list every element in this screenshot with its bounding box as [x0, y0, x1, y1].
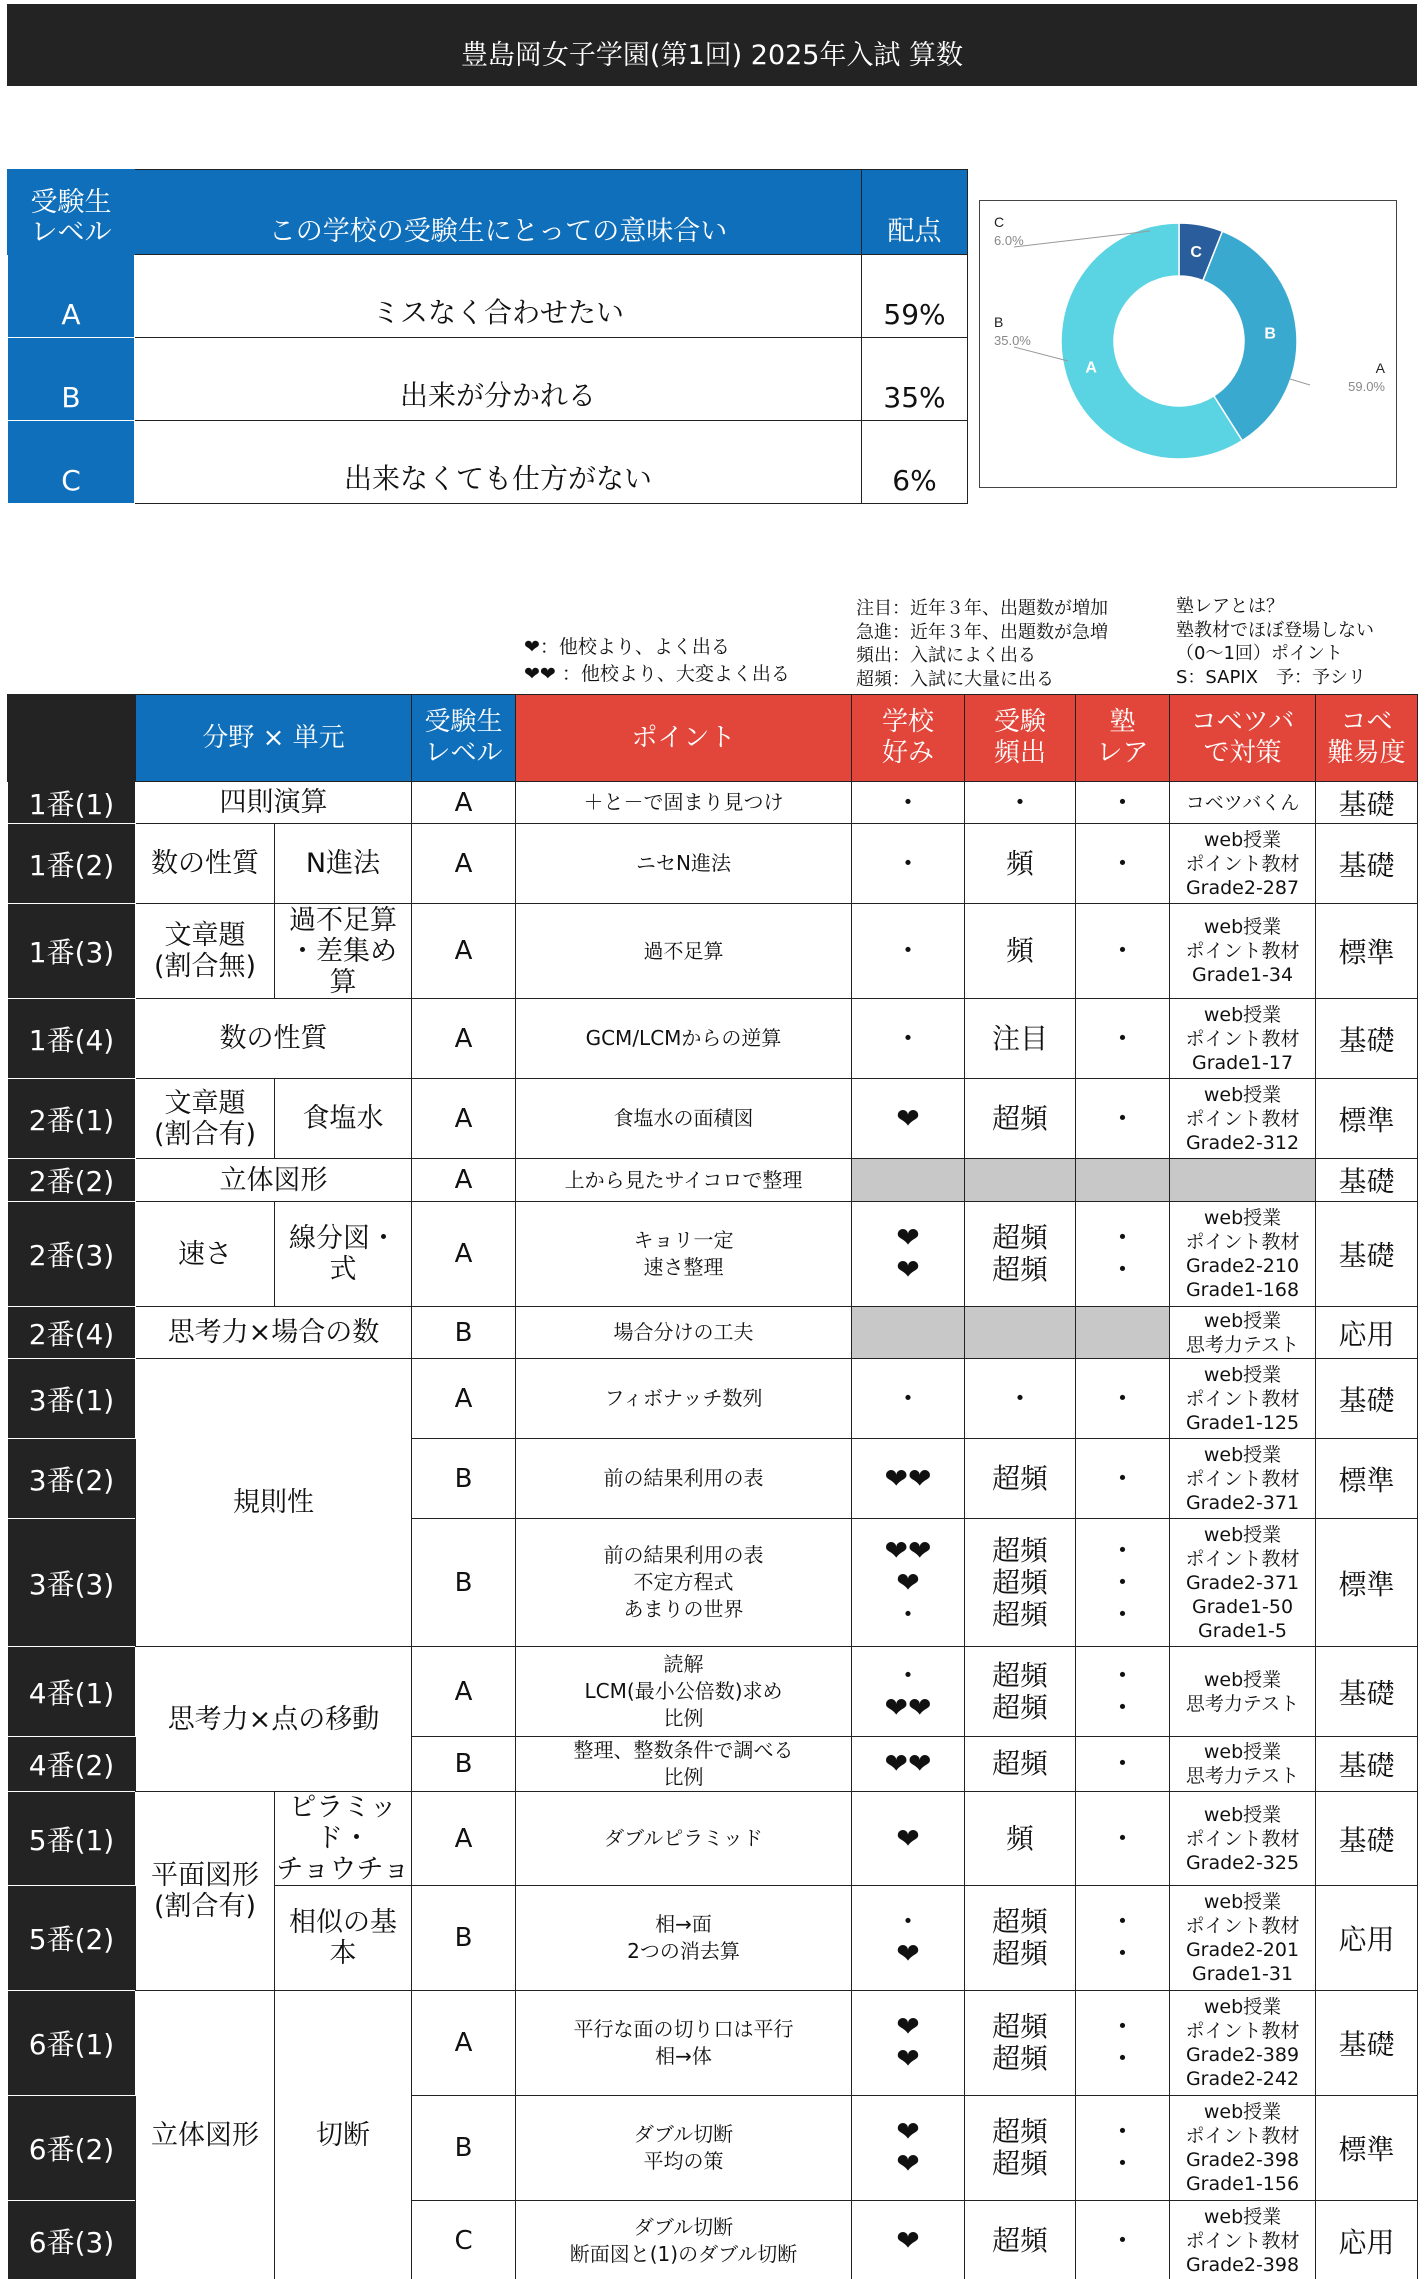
- level-value: A: [412, 1647, 516, 1737]
- exam-frequency: 超頻 超頻: [965, 1886, 1076, 1991]
- juku-rare: ・ ・: [1076, 1647, 1170, 1737]
- table-row: [8, 1307, 1418, 1359]
- level-value: A: [412, 999, 516, 1079]
- juku-rare: ・ ・: [1076, 1991, 1170, 2096]
- point-text: ＋と－で固まり見つけ: [516, 782, 852, 824]
- question-number: 4番(1): [8, 1647, 136, 1737]
- meaning-cell: 出来なくても仕方がない: [135, 421, 862, 504]
- table-body: [8, 782, 1418, 2279]
- kobetsuba-resource: web授業 ポイント教材 Grade2-325: [1170, 1792, 1316, 1886]
- kobetsuba-resource: web授業 ポイント教材 Grade2-312: [1170, 1079, 1316, 1159]
- school-preference: ❤: [852, 1079, 965, 1159]
- header-point: ポイント: [516, 695, 852, 782]
- difficulty-value: 標準: [1316, 1079, 1418, 1159]
- kobetsuba-resource: web授業 思考力テスト: [1170, 1647, 1316, 1737]
- header-level: 受験生 レベル: [412, 695, 516, 782]
- question-number: 6番(2): [8, 2096, 136, 2201]
- exam-frequency: 超頻 超頻: [965, 1647, 1076, 1737]
- header-blank: [8, 695, 136, 782]
- question-number: 6番(1): [8, 1991, 136, 2096]
- note-line: 塾レアとは？: [1176, 596, 1284, 617]
- header-difficulty: コベ 難易度: [1316, 695, 1418, 782]
- point-text: 場合分けの工夫: [516, 1307, 852, 1359]
- field-main: 立体図形: [136, 1991, 275, 2279]
- question-number: 3番(1): [8, 1359, 136, 1439]
- difficulty-value: 基礎: [1316, 782, 1418, 824]
- exam-frequency: [965, 1159, 1076, 1202]
- callout-line: [1014, 347, 1068, 361]
- field-main: 四則演算: [136, 782, 412, 824]
- level-value: B: [412, 1737, 516, 1792]
- exam-frequency: 頻: [965, 904, 1076, 999]
- juku-rare: ・: [1076, 1359, 1170, 1439]
- point-text: 過不足算: [516, 904, 852, 999]
- meaning-header: この学校の受験生にとっての意味合い: [135, 170, 862, 255]
- kobetsuba-resource: web授業 ポイント教材 Grade2-371 Grade1-50 Grade1-5: [1170, 1519, 1316, 1647]
- kobetsuba-resource: web授業 ポイント教材 Grade2-287: [1170, 824, 1316, 904]
- exam-frequency: 超頻: [965, 2201, 1076, 2279]
- question-number: 6番(3): [8, 2201, 136, 2279]
- donut-svg: [980, 201, 1398, 489]
- exam-frequency: ・: [965, 782, 1076, 824]
- question-number: 1番(1): [8, 782, 136, 824]
- kobetsuba-resource: コベツバくん: [1170, 782, 1316, 824]
- level-value: A: [412, 782, 516, 824]
- callout-line: [1290, 379, 1310, 385]
- question-number: 5番(2): [8, 1886, 136, 1991]
- level-value: A: [412, 824, 516, 904]
- difficulty-value: 基礎: [1316, 824, 1418, 904]
- exam-frequency: 超頻: [965, 1439, 1076, 1519]
- school-preference: ・: [852, 904, 965, 999]
- exam-frequency: 頻: [965, 1792, 1076, 1886]
- field-sub: ピラミッド・ チョウチョ: [276, 1792, 410, 1885]
- exam-frequency: ・: [965, 1359, 1076, 1439]
- table-header-row: [8, 695, 1418, 782]
- difficulty-value: 標準: [1316, 904, 1418, 999]
- kobetsuba-resource: web授業 ポイント教材 Grade2-210 Grade1-168: [1170, 1202, 1316, 1307]
- meaning-cell: 出来が分かれる: [135, 338, 862, 421]
- header-freq: 受験 頻出: [965, 695, 1076, 782]
- exam-frequency: 超頻 超頻: [965, 2096, 1076, 2201]
- field-main: 思考力×場合の数: [136, 1307, 412, 1359]
- question-number: 2番(4): [8, 1307, 136, 1359]
- point-text: 平行な面の切り口は平行 相→体: [516, 1991, 852, 2096]
- level-row: [8, 255, 968, 338]
- juku-rare: ・: [1076, 1792, 1170, 1886]
- slice-label: C: [1190, 244, 1202, 262]
- level-value: B: [412, 1886, 516, 1991]
- field-main: 数の性質: [136, 999, 412, 1079]
- school-preference: ❤: [852, 2201, 965, 2279]
- exam-frequency: 超頻 超頻 超頻: [965, 1519, 1076, 1647]
- point-text: 整理、整数条件で調べる 比例: [516, 1737, 852, 1792]
- school-preference: [852, 1159, 965, 1202]
- exam-frequency: 超頻: [965, 1079, 1076, 1159]
- point-text: 相→面 2つの消去算: [516, 1886, 852, 1991]
- question-number: 3番(3): [8, 1519, 136, 1647]
- field-sub: 切断: [275, 1991, 412, 2279]
- note-line: 超頻：入試に大量に出る: [856, 668, 1054, 690]
- table-row: [8, 999, 1418, 1079]
- kobetsuba-resource: web授業 ポイント教材 Grade1-17: [1170, 999, 1316, 1079]
- level-value: A: [412, 1159, 516, 1202]
- level-value: A: [412, 1079, 516, 1159]
- page-title: 豊島岡女子学園(第1回) 2025年入試 算数: [460, 39, 964, 71]
- level-value: A: [412, 904, 516, 999]
- exam-frequency: [965, 1307, 1076, 1359]
- juku-rare: ・: [1076, 1737, 1170, 1792]
- kobetsuba-resource: web授業 ポイント教材 Grade2-398: [1170, 2201, 1316, 2279]
- question-number: 2番(1): [8, 1079, 136, 1159]
- callout-label: C: [994, 214, 1005, 230]
- level-value: B: [412, 1519, 516, 1647]
- note-line: S：SAPIX 予：予シリ: [1176, 666, 1366, 688]
- juku-rare: ・: [1076, 2201, 1170, 2279]
- juku-rare: ・: [1076, 1439, 1170, 1519]
- difficulty-value: 基礎: [1316, 1202, 1418, 1307]
- callout-percent: 59.0%: [1348, 379, 1385, 394]
- field-main: 思考力×点の移動: [136, 1647, 412, 1792]
- table-row: [8, 1991, 1418, 2096]
- table-row: [8, 824, 1418, 904]
- level-row: [8, 338, 968, 421]
- level-cell: B: [8, 338, 135, 421]
- kobetsuba-resource: web授業 ポイント教材 Grade2-389 Grade2-242: [1170, 1991, 1316, 2096]
- field-main: 文章題 (割合無): [136, 904, 275, 999]
- level-cell: C: [8, 421, 135, 504]
- exam-frequency: 超頻 超頻: [965, 1991, 1076, 2096]
- table-row: [8, 1359, 1418, 1439]
- table-row: [8, 1792, 1418, 1886]
- kobetsuba-resource: web授業 ポイント教材 Grade2-371: [1170, 1439, 1316, 1519]
- juku-rare: ・: [1076, 904, 1170, 999]
- kobetsuba-resource: web授業 ポイント教材 Grade1-125: [1170, 1359, 1316, 1439]
- point-text: GCM/LCMからの逆算: [516, 999, 852, 1079]
- level-value: B: [412, 2096, 516, 2201]
- header-rare: 塾 レア: [1076, 695, 1170, 782]
- juku-rare: ・ ・: [1076, 2096, 1170, 2201]
- juku-rare: ・: [1076, 999, 1170, 1079]
- callout-percent: 6.0%: [994, 233, 1024, 248]
- difficulty-value: 基礎: [1316, 1359, 1418, 1439]
- score-header: 配点: [862, 170, 968, 255]
- note-line: 急進：近年３年、出題数が急増: [856, 621, 1108, 643]
- point-text: ニセN進法: [516, 824, 852, 904]
- juku-rare: ・ ・: [1076, 1886, 1170, 1991]
- juku-rare: ・: [1076, 824, 1170, 904]
- field-main: 規則性: [136, 1359, 412, 1647]
- school-preference: ❤ ❤: [852, 1991, 965, 2096]
- kobetsuba-resource: web授業 ポイント教材 Grade1-34: [1170, 904, 1316, 999]
- note-line: 注目：近年３年、出題数が増加: [856, 598, 1108, 619]
- school-preference: ・: [852, 999, 965, 1079]
- difficulty-value: 応用: [1316, 2201, 1418, 2279]
- question-number: 3番(2): [8, 1439, 136, 1519]
- exam-frequency: 注目: [965, 999, 1076, 1079]
- question-number: 5番(1): [8, 1792, 136, 1886]
- field-main: 速さ: [136, 1202, 275, 1307]
- difficulty-value: 標準: [1316, 1519, 1418, 1647]
- level-table: [7, 169, 968, 504]
- note-line: （0～1回）ポイント: [1176, 643, 1343, 664]
- table-row: [8, 1159, 1418, 1202]
- callout-label: A: [1375, 360, 1385, 376]
- field-sub: 食塩水: [275, 1079, 412, 1159]
- score-cell: 59%: [862, 255, 968, 338]
- level-value: A: [412, 1792, 516, 1886]
- level-value: A: [412, 1359, 516, 1439]
- point-text: ダブル切断 断面図と(1)のダブル切断: [516, 2201, 852, 2279]
- page-title-banner: [7, 4, 1417, 86]
- difficulty-value: 基礎: [1316, 999, 1418, 1079]
- field-main: 数の性質: [136, 824, 275, 904]
- point-text: 読解 LCM(最小公倍数)求め 比例: [516, 1647, 852, 1737]
- point-text: 前の結果利用の表 不定方程式 あまりの世界: [516, 1519, 852, 1647]
- school-preference: [852, 1307, 965, 1359]
- question-number: 4番(2): [8, 1737, 136, 1792]
- field-sub: N進法: [275, 824, 412, 904]
- frequency-notes: [856, 597, 1108, 691]
- table-row: [8, 1202, 1418, 1307]
- point-text: ダブルピラミッド: [516, 1792, 852, 1886]
- slice-label: A: [1085, 359, 1097, 377]
- heart-legend: [524, 634, 790, 688]
- note-line: 頻出：入試によく出る: [856, 645, 1036, 666]
- school-preference: ・: [852, 824, 965, 904]
- juku-rare: [1076, 1307, 1170, 1359]
- field-main: 立体図形: [136, 1159, 412, 1202]
- level-table-header: [8, 170, 968, 255]
- field-sub: 相似の基 本: [275, 1886, 412, 1991]
- school-preference: ・: [852, 1359, 965, 1439]
- exam-frequency: 超頻 超頻: [965, 1202, 1076, 1307]
- meaning-cell: ミスなく合わせたい: [135, 255, 862, 338]
- field-main: 文章題 (割合有): [136, 1079, 275, 1159]
- kobetsuba-resource: web授業 ポイント教材 Grade2-201 Grade1-31: [1170, 1886, 1316, 1991]
- point-text: 前の結果利用の表: [516, 1439, 852, 1519]
- juku-rare: ・: [1076, 782, 1170, 824]
- school-preference: ❤❤: [852, 1737, 965, 1792]
- exam-frequency: 超頻: [965, 1737, 1076, 1792]
- juku-rare: ・ ・ ・: [1076, 1519, 1170, 1647]
- question-number: 2番(2): [8, 1159, 136, 1202]
- difficulty-value: 応用: [1316, 1886, 1418, 1991]
- kobetsuba-resource: web授業 思考力テスト: [1170, 1737, 1316, 1792]
- level-header: 受験生 レベル: [8, 170, 135, 255]
- header-school: 学校 好み: [852, 695, 965, 782]
- school-preference: ・ ❤: [852, 1886, 965, 1991]
- point-text: 食塩水の面積図: [516, 1079, 852, 1159]
- school-preference: ・ ❤❤: [852, 1647, 965, 1737]
- table-row: [8, 1647, 1418, 1737]
- point-text: 上から見たサイコロで整理: [516, 1159, 852, 1202]
- question-number: 1番(3): [8, 904, 136, 999]
- header-field: 分野 × 単元: [136, 695, 412, 782]
- score-cell: 35%: [862, 338, 968, 421]
- field-main: 平面図形 (割合有): [136, 1792, 275, 1991]
- field-sub: 線分図・ 式: [275, 1202, 412, 1307]
- kobetsuba-resource: web授業 思考力テスト: [1170, 1307, 1316, 1359]
- juku-rare: [1076, 1159, 1170, 1202]
- legend-line: ❤❤ ：他校より、大変よく出る: [524, 663, 790, 685]
- level-row: [8, 421, 968, 504]
- difficulty-value: 基礎: [1316, 1737, 1418, 1792]
- table-row: [8, 904, 1418, 999]
- callout-label: B: [994, 314, 1004, 330]
- point-text: キョリ一定 速さ整理: [516, 1202, 852, 1307]
- juku-rare: ・ ・: [1076, 1202, 1170, 1307]
- note-line: 塾教材でほぼ登場しない: [1176, 619, 1374, 641]
- callout-percent: 35.0%: [994, 333, 1031, 348]
- difficulty-value: 応用: [1316, 1307, 1418, 1359]
- table-row: [8, 1079, 1418, 1159]
- rare-notes: [1176, 595, 1374, 689]
- slice-label: B: [1264, 325, 1276, 343]
- level-value: B: [412, 1307, 516, 1359]
- table-row: [8, 782, 1418, 824]
- difficulty-value: 基礎: [1316, 1159, 1418, 1202]
- analysis-table: [7, 694, 1418, 2279]
- school-preference: ❤ ❤: [852, 2096, 965, 2201]
- difficulty-value: 基礎: [1316, 1792, 1418, 1886]
- difficulty-value: 標準: [1316, 2096, 1418, 2201]
- level-value: A: [412, 1202, 516, 1307]
- difficulty-value: 基礎: [1316, 1647, 1418, 1737]
- header-kobetsuba: コベツバ で対策: [1170, 695, 1316, 782]
- score-donut-chart: [979, 200, 1397, 488]
- legend-line: ❤：他校より、よく出る: [524, 636, 730, 658]
- juku-rare: ・: [1076, 1079, 1170, 1159]
- school-preference: ・: [852, 782, 965, 824]
- kobetsuba-resource: web授業 ポイント教材 Grade2-398 Grade1-156: [1170, 2096, 1316, 2201]
- point-text: フィボナッチ数列: [516, 1359, 852, 1439]
- kobetsuba-resource: [1170, 1159, 1316, 1202]
- school-preference: ❤: [852, 1792, 965, 1886]
- level-cell: A: [8, 255, 135, 338]
- school-preference: ❤❤: [852, 1439, 965, 1519]
- level-value: A: [412, 1991, 516, 2096]
- question-number: 1番(2): [8, 824, 136, 904]
- school-preference: ❤ ❤: [852, 1202, 965, 1307]
- question-number: 2番(3): [8, 1202, 136, 1307]
- field-sub: 過不足算 ・差集め 算: [275, 904, 412, 999]
- difficulty-value: 基礎: [1316, 1991, 1418, 2096]
- school-preference: ❤❤ ❤ ・: [852, 1519, 965, 1647]
- score-cell: 6%: [862, 421, 968, 504]
- level-value: C: [412, 2201, 516, 2279]
- level-value: B: [412, 1439, 516, 1519]
- difficulty-value: 標準: [1316, 1439, 1418, 1519]
- exam-frequency: 頻: [965, 824, 1076, 904]
- question-number: 1番(4): [8, 999, 136, 1079]
- point-text: ダブル切断 平均の策: [516, 2096, 852, 2201]
